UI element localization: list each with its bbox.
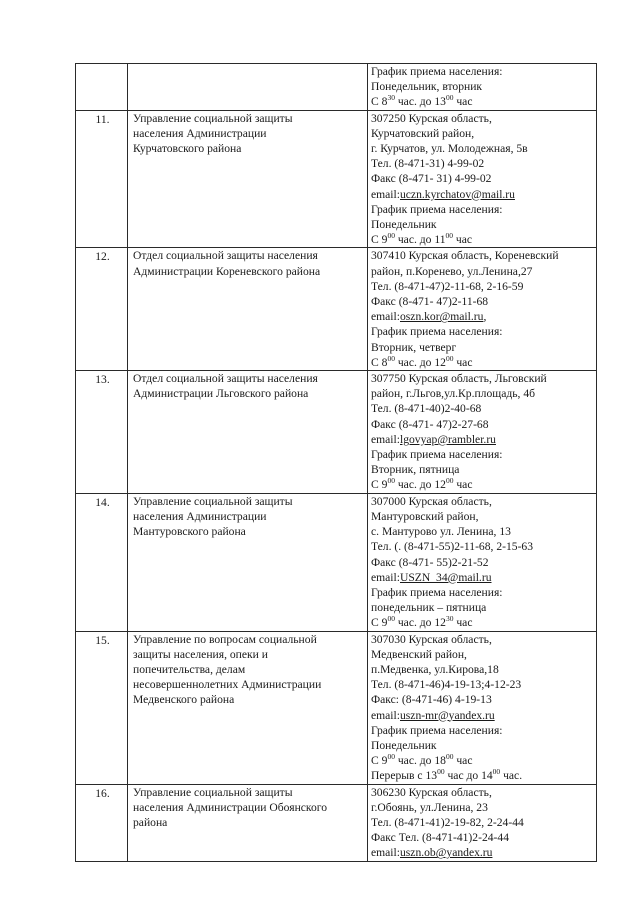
contact-line: Тел. (8-471-46)4-19-13;4-12-23 — [371, 678, 522, 692]
time-text: час — [453, 233, 473, 247]
superscript-minutes: 00 — [387, 615, 395, 624]
agencies-table — [75, 63, 597, 862]
email-line — [368, 309, 596, 324]
superscript-minutes: 00 — [437, 768, 445, 777]
schedule-line: График приема населения: — [371, 202, 503, 216]
contact-line: г.Обоянь, ул.Ленина, 23 — [371, 800, 488, 814]
contact-line: График приема населения: — [371, 65, 503, 78]
email-link[interactable]: uszn.ob@yandex.ru — [399, 846, 493, 860]
contact-line: 306230 Курская область, — [371, 785, 492, 799]
contact-line: Курчатовский район, — [371, 126, 475, 140]
schedule-time — [368, 94, 596, 109]
contact-line: 307750 Курская область, Льговский — [371, 372, 547, 386]
superscript-minutes: 00 — [445, 232, 454, 241]
row-number: 16. — [95, 786, 110, 800]
contact-cell — [368, 371, 597, 494]
superscript-minutes: 00 — [445, 94, 454, 103]
table-row — [76, 784, 597, 861]
contact-line: Понедельник, вторник — [371, 80, 483, 94]
time-text: С 9 — [371, 616, 388, 630]
agency-name-cell — [128, 371, 368, 494]
contact-line: Факс (8-471- 47)2-11-68 — [371, 295, 489, 309]
contact-line: Факс (8-471- 47)2-27-68 — [371, 417, 489, 431]
contact-line: Мантуровский район, — [371, 509, 479, 523]
contact-line: Факс: (8-471-46) 4-19-13 — [371, 693, 492, 707]
time-text: час. до 12 — [394, 478, 446, 492]
schedule-line: График приема населения: — [371, 723, 503, 737]
superscript-minutes: 00 — [445, 477, 454, 486]
agency-name-line: района — [133, 815, 168, 829]
schedule-line: Вторник, пятница — [371, 463, 460, 477]
schedule-line: График приема населения: — [371, 585, 503, 599]
schedule-line: Понедельник — [371, 738, 437, 752]
agency-name-line: попечительства, делам — [133, 662, 246, 676]
agency-name-cell — [128, 248, 368, 371]
agency-name-cell — [128, 110, 368, 248]
agency-name-line: Управление социальной защиты — [133, 494, 293, 508]
contact-line: 307410 Курская область, Кореневский — [371, 249, 559, 263]
time-text: С 9 — [371, 233, 388, 247]
time-text: С 9 — [371, 478, 388, 492]
schedule-line: Понедельник — [371, 218, 437, 232]
row-number-cell — [76, 631, 128, 784]
superscript-minutes: 30 — [445, 615, 454, 624]
schedule-line: График приема населения: — [371, 448, 503, 462]
row-number — [76, 64, 127, 65]
schedule-time — [368, 232, 596, 247]
contact-cell — [368, 493, 597, 631]
email-suffix: , — [483, 310, 487, 324]
email-label: email: — [371, 846, 400, 860]
email-label: email: — [371, 570, 400, 584]
contact-cell — [368, 64, 597, 111]
contact-line: с. Мантурово ул. Ленина, 13 — [371, 525, 511, 539]
contact-line: Факс Тел. (8-471-41)2-24-44 — [371, 831, 509, 845]
row-number: 12. — [95, 250, 110, 264]
contact-line: район, п.Коренево, ул.Ленина,27 — [371, 264, 533, 278]
schedule-line: понедельник – пятница — [371, 601, 487, 615]
superscript-minutes: 00 — [387, 477, 395, 486]
schedule-time — [368, 615, 596, 630]
time-text: С 8 — [371, 355, 388, 369]
contact-line: район, г.Льгов,ул.Кр.площадь, 4б — [371, 387, 536, 401]
row-number-cell — [76, 493, 128, 631]
superscript-minutes: 30 — [387, 94, 395, 103]
agency-name-line: Управление социальной защиты — [133, 111, 293, 125]
agency-name-line: населения Администрации Обоянского — [133, 800, 328, 814]
agency-name-line: Отдел социальной защиты населения — [133, 249, 318, 263]
contact-line: Медвенский район, — [371, 647, 467, 661]
row-number: 11. — [95, 112, 110, 126]
time-text: Перерыв с 13 — [371, 769, 438, 783]
email-link[interactable]: lgovyap@rambler.ru — [399, 432, 496, 446]
agency-name-line: населения Администрации — [133, 126, 267, 140]
row-number-cell — [76, 371, 128, 494]
time-text: С 9 — [371, 754, 388, 768]
time-text: час. до 11 — [394, 233, 446, 247]
superscript-minutes: 00 — [492, 768, 501, 777]
time-text: час. — [500, 769, 523, 783]
table-row — [76, 64, 597, 111]
row-number: 13. — [95, 373, 110, 387]
schedule-time — [368, 753, 596, 768]
time-text: час — [453, 355, 473, 369]
contact-cell — [368, 110, 597, 248]
agency-name-cell — [128, 64, 368, 111]
email-label: email: — [371, 310, 400, 324]
agency-name-line: несовершеннолетних Администрации — [133, 678, 322, 692]
contact-line: Тел. (. (8-471-55)2-11-68, 2-15-63 — [371, 540, 534, 554]
agency-name-line: Администрации Кореневского района — [133, 264, 321, 278]
agency-name-line: Медвенского района — [133, 693, 235, 707]
table-row — [76, 248, 597, 371]
email-link[interactable]: uszn-mr@yandex.ru — [399, 708, 495, 722]
email-link[interactable]: USZN_34@mail.ru — [399, 570, 492, 584]
schedule-line: Вторник, четверг — [371, 340, 457, 354]
row-number: 14. — [95, 495, 110, 509]
email-line — [368, 187, 596, 202]
contact-cell — [368, 784, 597, 861]
schedule-line: График приема населения: — [371, 325, 503, 339]
email-label: email: — [371, 708, 400, 722]
row-number-cell — [76, 248, 128, 371]
time-text: час — [453, 754, 473, 768]
table-row — [76, 631, 597, 784]
superscript-minutes: 00 — [445, 753, 454, 762]
email-line — [368, 570, 596, 585]
time-text: час — [453, 616, 473, 630]
schedule-time — [368, 477, 596, 492]
superscript-minutes: 00 — [387, 753, 395, 762]
contact-line: 307000 Курская область, — [371, 494, 492, 508]
agency-name-cell — [128, 493, 368, 631]
agency-name-line: Отдел социальной защиты населения — [133, 372, 318, 386]
time-text: час — [453, 478, 473, 492]
email-label: email: — [371, 187, 400, 201]
contact-line: Факс (8-471- 55)2-21-52 — [371, 555, 489, 569]
agency-name-line: Администрации Льговского района — [133, 387, 309, 401]
contact-cell — [368, 248, 597, 371]
contact-line: п.Медвенка, ул.Кирова,18 — [371, 662, 499, 676]
row-number-cell — [76, 64, 128, 111]
agency-name-line: Управление по вопросам социальной — [133, 632, 317, 646]
row-number: 15. — [95, 633, 110, 647]
email-line — [368, 708, 596, 723]
contact-line: 307250 Курская область, — [371, 111, 492, 125]
row-number-cell — [76, 110, 128, 248]
superscript-minutes: 00 — [445, 354, 454, 363]
email-link[interactable]: uczn.kyrchatov@mail.ru — [399, 187, 515, 201]
contact-line: 307030 Курская область, — [371, 632, 492, 646]
superscript-minutes: 00 — [387, 354, 395, 363]
agency-name-line: Курчатовского района — [133, 142, 242, 156]
contact-line: Тел. (8-471-40)2-40-68 — [371, 402, 482, 416]
superscript-minutes: 00 — [387, 232, 395, 241]
break-time — [368, 768, 596, 783]
agency-name-line: Управление социальной защиты — [133, 785, 293, 799]
time-text: час до 14 — [444, 769, 493, 783]
time-text: час. до 18 — [394, 754, 446, 768]
contact-line: Тел. (8-471-41)2-19-82, 2-24-44 — [371, 815, 524, 829]
email-link[interactable]: oszn.kor@mail.ru — [399, 310, 484, 324]
agency-name-cell — [128, 631, 368, 784]
agency-name-line: населения Администрации — [133, 509, 267, 523]
contact-cell — [368, 631, 597, 784]
contact-line: Тел. (8-471-31) 4-99-02 — [371, 157, 485, 171]
row-number-cell — [76, 784, 128, 861]
email-line — [368, 432, 596, 447]
contact-line: г. Курчатов, ул. Молодежная, 5в — [371, 142, 528, 156]
agency-name-line: Мантуровского района — [133, 525, 246, 539]
table-row — [76, 371, 597, 494]
contact-line: Тел. (8-471-47)2-11-68, 2-16-59 — [371, 279, 524, 293]
agency-name-line: защиты населения, опеки и — [133, 647, 268, 661]
time-text: час. до 12 — [394, 355, 446, 369]
email-line — [368, 845, 596, 860]
time-text: С 8 — [371, 95, 388, 109]
table-row — [76, 493, 597, 631]
table-row — [76, 110, 597, 248]
agency-name-cell — [128, 784, 368, 861]
email-label: email: — [371, 432, 400, 446]
time-text: час. до 13 — [394, 95, 446, 109]
time-text: час. до 12 — [394, 616, 446, 630]
contact-line: Факс (8-471- 31) 4-99-02 — [371, 172, 492, 186]
time-text: час — [453, 95, 473, 109]
schedule-time — [368, 355, 596, 370]
